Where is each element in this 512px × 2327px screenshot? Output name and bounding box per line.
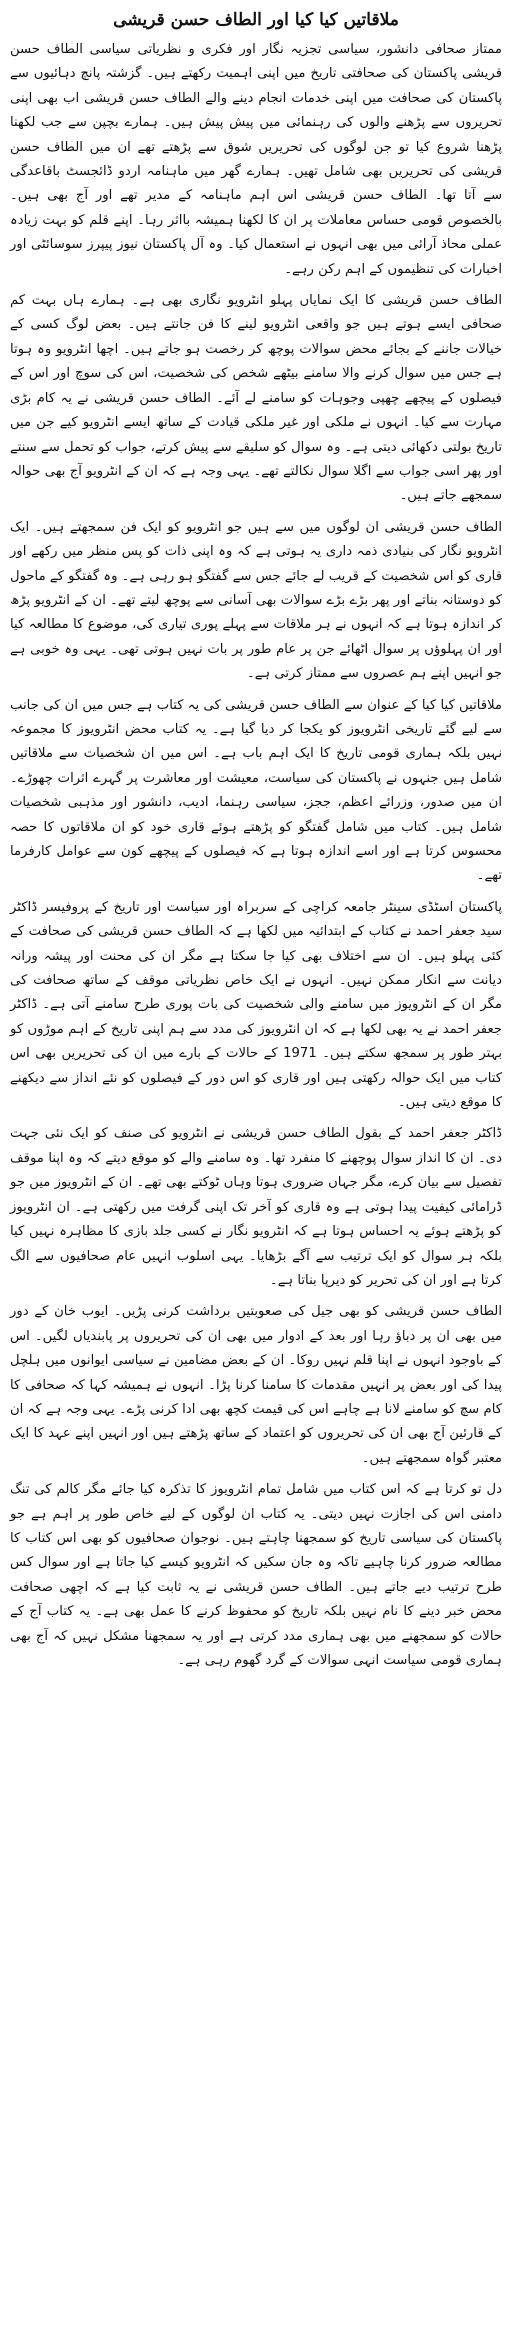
article-paragraph-2: الطاف حسن قریشی کا ایک نمایاں پہلو انٹرویو نگاری بھی ہے۔ ہمارے ہاں بہت کم صحافی ایسے ہوتے ہیں جو واقعی انٹرویو لینے کا فن جانتے ہیں۔ بعض لوگ کسی کے خیالات جاننے کے بجائے محض سوالات پوچھ کر رخصت ہو جاتے ہیں۔ اچھا انٹرویو وہ ہوتا ہے جس میں سوال کرنے والا سامنے بیٹھے شخص کی شخصیت، اس کی سوچ اور اس کے فیصلوں کے پیچھے چھپی وجوہات کو سامنے لے آئے۔ الطاف حسن قریشی نے یہ کام بڑی مہارت سے کیا۔ انہوں نے ملکی اور غیر ملکی قیادت کے ساتھ ایسے انٹرویو کیے جن میں تاریخ بولتی دکھائی دیتی ہے۔ وہ سوال کو سلیقے سے پیش کرتے، جواب کو تحمل سے سنتے اور پھر اسی جواب سے اگلا سوال نکالتے تھے۔ یہی وجہ ہے کہ ان کے انٹرویو آج بھی حوالہ سمجھے جاتے ہیں۔ xyxy=(10,293,502,504)
article-paragraph-4: ملاقاتیں کیا کیا کے عنوان سے الطاف حسن قریشی کی یہ کتاب ہے جس میں ان کی جانب سے لیے گئے تاریخی انٹرویوز کو یکجا کر دیا گیا ہے۔ یہ کتاب محض انٹرویوز کا مجموعہ نہیں بلکہ ہماری قومی تاریخ کا ایک اہم باب ہے۔ اس میں ان شخصیات سے ملاقاتیں شامل ہیں جنہوں نے پاکستان کی سیاست، معیشت اور معاشرت پر گہرے اثرات چھوڑے۔ ان میں صدور، وزرائے اعظم، ججز، سیاسی رہنما، ادیب، دانشور اور مذہبی شخصیات شامل ہیں۔ کتاب میں شامل گفتگو کو پڑھتے ہوئے قاری خود کو ان ملاقاتوں کا حصہ محسوس کرتا ہے اور اسے اندازہ ہوتا ہے کہ فیصلوں کے پیچھے کون سے عوامل کارفرما تھے۔ xyxy=(10,697,502,884)
article-paragraph-5: پاکستان اسٹڈی سینٹر جامعہ کراچی کے سربراہ اور سیاست اور تاریخ کے پروفیسر ڈاکٹر سید جعفر احمد نے کتاب کے ابتدائیہ میں لکھا ہے کہ الطاف حسن قریشی کی صحافت کے کئی پہلو ہیں۔ ان سے اختلاف بھی کیا جا سکتا ہے مگر ان کی محنت اور پیشہ ورانہ دیانت سے انکار ممکن نہیں۔ انہوں نے ایک خاص نظریاتی موقف کے ساتھ صحافت کی مگر ان کے انٹرویوز میں سامنے والی شخصیت کی بات پوری طرح سامنے آتی ہے۔ ڈاکٹر جعفر احمد نے یہ بھی لکھا ہے کہ ان انٹرویوز کی مدد سے ہم اپنی تاریخ کے اہم موڑوں کو بہتر طور پر سمجھ سکتے ہیں۔ 1971 کے حالات کے بارے میں ان کی تحریریں بھی اس کتاب میں ایک حوالہ رکھتی ہیں اور قاری کو اس دور کے فیصلوں کو نئے انداز سے دیکھنے کا موقع دیتی ہیں۔ xyxy=(10,899,502,1111)
article-paragraph-6: ڈاکٹر جعفر احمد کے بقول الطاف حسن قریشی نے انٹرویو کی صنف کو ایک نئی جہت دی۔ ان کا انداز سوال پوچھنے کا منفرد تھا۔ وہ سامنے والے کو موقع دیتے کہ وہ اپنا موقف تفصیل سے بیان کرے، مگر جہاں ضروری ہوتا وہاں ٹوکتے بھی تھے۔ ان کے انٹرویوز میں جو ڈرامائی کیفیت پیدا ہوتی ہے وہ قاری کو آخر تک اپنی گرفت میں رکھتی ہے۔ ان انٹرویوز کو پڑھتے ہوئے یہ احساس ہوتا ہے کہ انٹرویو نگار نے کسی جلد بازی کا مظاہرہ نہیں کیا بلکہ ہر سوال کو ایک ترتیب سے آگے بڑھایا۔ یہی اسلوب انہیں عام صحافیوں سے الگ کرتا ہے اور ان کی تحریر کو دیرپا بناتا ہے۔ xyxy=(10,1126,502,1288)
article-paragraph-8: دل تو کرتا ہے کہ اس کتاب میں شامل تمام انٹرویوز کا تذکرہ کیا جائے مگر کالم کی تنگ دامنی اس کی اجازت نہیں دیتی۔ یہ کتاب ان لوگوں کے لیے خاص طور پر اہم ہے جو پاکستان کی سیاسی تاریخ کو سمجھنا چاہتے ہیں۔ نوجوان صحافیوں کو بھی اس کتاب کا مطالعہ ضرور کرنا چاہیے تاکہ وہ جان سکیں کہ انٹرویو کیسے کیا جاتا ہے اور سوال کس طرح ترتیب دیے جاتے ہیں۔ الطاف حسن قریشی نے یہ ثابت کیا ہے کہ اچھی صحافت محض خبر دینے کا نام نہیں بلکہ تاریخ کو محفوظ کرنے کا عمل بھی ہے۔ یہ کتاب آج کے حالات کو سمجھنے میں بھی ہماری مدد کرتی ہے اور یہ سمجھنا مشکل نہیں کہ آج بھی ہماری قومی سیاست انہی سوالات کے گرد گھوم رہی ہے۔ xyxy=(10,1482,502,1668)
article-paragraph-1: ممتاز صحافی دانشور، سیاسی تجزیہ نگار اور فکری و نظریاتی سیاسی الطاف حسن قریشی پاکستان کی صحافتی تاریخ میں اپنی اہمیت رکھتے ہیں۔ گزشتہ پانچ دہائیوں سے پاکستان کی صحافت میں اپنی خدمات انجام دینے والے الطاف حسن قریشی اب بھی اپنی تحریروں سے پڑھنے والوں کی رہنمائی میں پیش پیش ہیں۔ ہمارے بچپن سے جب لکھنا پڑھنا شروع کیا تو جن لوگوں کی تحریریں شوق سے پڑھتے تھے ان میں الطاف حسن قریشی کی تحریریں بھی شامل تھیں۔ ہمارے گھر میں ماہنامہ اردو ڈائجسٹ باقاعدگی سے آتا تھا۔ الطاف حسن قریشی اس اہم ماہنامہ کے مدیر تھے اور آج بھی ہیں۔ بالخصوص قومی حساس معاملات پر ان کا لکھنا ہمیشہ بااثر رہا۔ اپنے قلم کو بہت زیادہ عملی محاذ آرائی میں بھی انہوں نے استعمال کیا۔ وہ آل پاکستان نیوز پیپرز سوسائٹی اور اخبارات کی تنظیموں کے اہم رکن رہے۔ xyxy=(10,42,502,277)
article-paragraph-3: الطاف حسن قریشی ان لوگوں میں سے ہیں جو انٹرویو کو ایک فن سمجھتے ہیں۔ ایک انٹرویو نگار کی بنیادی ذمہ داری یہ ہوتی ہے کہ وہ اپنی ذات کو پس منظر میں رکھے اور قاری کو اس شخصیت کے قریب لے جائے جس سے گفتگو ہو رہی ہے۔ وہ گفتگو کے ماحول کو دوستانہ بناتے اور پھر بڑے بڑے سوالات بھی آسانی سے پوچھ لیتے تھے۔ ان کے انٹرویو پڑھ کر اندازہ ہوتا ہے کہ انہوں نے ہر ملاقات سے پہلے پوری تیاری کی، موضوع کا مطالعہ کیا اور ان پہلوؤں پر سوال اٹھائے جن پر عام طور پر بات نہیں ہوتی تھی۔ یہی وہ خوبی ہے جو انہیں اپنے ہم عصروں سے ممتاز کرتی ہے۔ xyxy=(10,519,502,682)
article-title: ملاقاتیں کیا کیا اور الطاف حسن قریشی xyxy=(113,10,399,30)
article-paragraph-7: الطاف حسن قریشی کو بھی جیل کی صعوبتیں برداشت کرنی پڑیں۔ ایوب خان کے دور میں بھی ان پر دباؤ رہا اور بعد کے ادوار میں بھی ان کی تحریروں پر پابندیاں لگیں۔ اس کے باوجود انہوں نے اپنا قلم نہیں روکا۔ ان کے بعض مضامین نے سیاسی ایوانوں میں ہلچل پیدا کی اور بعض پر انہیں مقدمات کا سامنا کرنا پڑا۔ انہوں نے ہمیشہ کہا کہ صحافی کا کام سچ کو سامنے لانا ہے چاہے اس کی قیمت کچھ بھی ادا کرنی پڑے۔ یہی وجہ ہے کہ ان کے قارئین آج بھی ان کی تحریروں کو اعتماد کے ساتھ پڑھتے ہیں اور انہیں اپنے عہد کا ایک معتبر گواہ سمجھتے ہیں۔ xyxy=(10,1304,502,1466)
